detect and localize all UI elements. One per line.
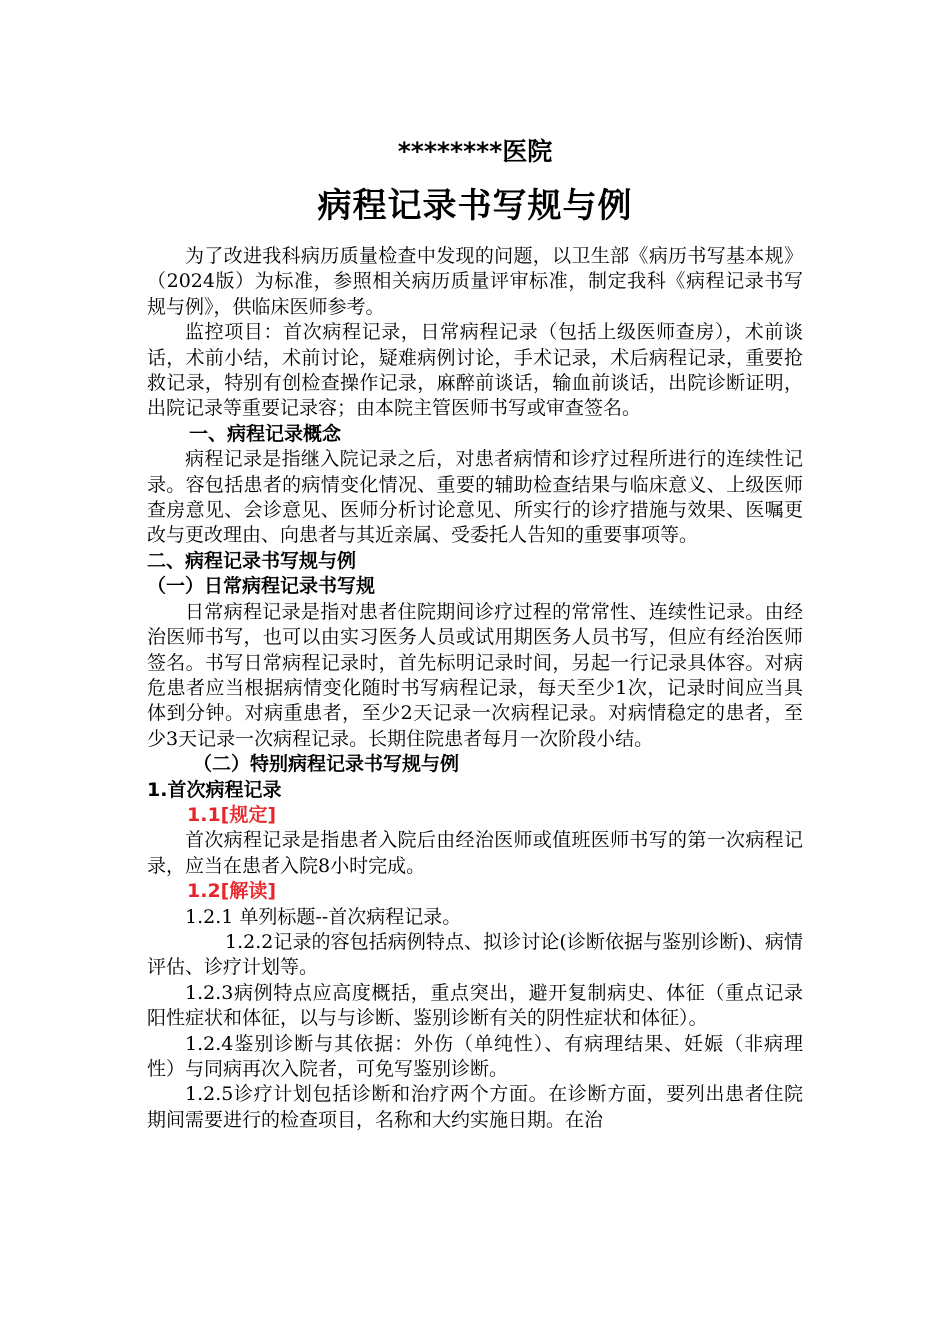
- item-1-2-2: 1.2.2记录的容包括病例特点、拟诊讨论(诊断依据与鉴别诊断)、病情评估、诊疗计划等。: [147, 930, 803, 979]
- intro-paragraph: 为了改进我科病历质量检查中发现的问题，以卫生部《病历书写基本规》（2024版）为标准，参照相关病历质量评审标准，制定我科《病程记录书写规与例》，供临床医师参考。: [147, 245, 803, 318]
- item-1-2-1: 1.2.1 单列标题--首次病程记录。: [185, 905, 462, 928]
- hospital-name: ********医院: [397, 137, 553, 166]
- heading-1-2: 1.2[解读]: [187, 880, 277, 903]
- heading-special: （二）特别病程记录书写规与例: [193, 753, 460, 776]
- item-1-2-3: 1.2.3病例特点应高度概括，重点突出，避开复制病史、体征（重点记录阳性症状和体征，以与与诊断、鉴别诊断有关的阴性症状和体征）。: [147, 981, 803, 1030]
- heading-concept: 一、病程记录概念: [189, 422, 342, 445]
- item-1-2-4: 1.2.4鉴别诊断与其依据：外伤（单纯性）、有病理结果、妊娠（非病理性）与同病再次入院者，可免写鉴别诊断。: [147, 1032, 803, 1080]
- heading-first-record: 1.首次病程记录: [147, 778, 282, 801]
- heading-daily: （一）日常病程记录书写规: [147, 575, 376, 598]
- document-title: 病程记录书写规与例: [317, 186, 633, 226]
- daily-paragraph: 日常病程记录是指对患者住院期间诊疗过程的常常性、连续性记录。由经治医师书写，也可以由实习医务人员或试用期医务人员书写，但应有经治医师签名。书写日常病程记录时，首先标明记录时间，另起一行记录具体容。对病危患者应当根据病情变化随时书写病程记录，每天至少1次，记录时间应当具体到分钟。对病重患者，至少2天记录一次病程记录。对病情稳定的患者，至少3天记录一次病程记录。长期住院患者每月一次阶段小结。: [147, 600, 803, 750]
- heading-1-1: 1.1[规定]: [187, 803, 277, 826]
- monitoring-paragraph: 监控项目：首次病程记录，日常病程记录（包括上级医师查房），术前谈话，术前小结，术前讨论，疑难病例讨论，手术记录，术后病程记录，重要抢救记录，特别有创检查操作记录，麻醉前谈话，输血前谈话，出院诊断证明，出院记录等重要记录容；由本院主管医师书写或审查签名。: [147, 321, 803, 420]
- heading-rules: 二、病程记录书写规与例: [147, 549, 357, 572]
- document-body: [147, 244, 803, 1133]
- item-1-2-5: 1.2.5诊疗计划包括诊断和治疗两个方面。在诊断方面，要列出患者住院期间需要进行的检查项目，名称和大约实施日期。在治: [147, 1083, 803, 1131]
- concept-paragraph: 病程记录是指继入院记录之后，对患者病情和诊疗过程所进行的连续性记录。容包括患者的病情变化情况、重要的辅助检查结果与临床意义、上级医师查房意见、会诊意见、医师分析讨论意见、所实行的诊疗措施与效果、医嘱更改与更改理由、向患者与其近亲属、受委托人告知的重要事项等。: [147, 448, 803, 547]
- section-1-1: 首次病程记录是指患者入院后由经治医师或值班医师书写的第一次病程记录，应当在患者入院8小时完成。: [147, 829, 803, 877]
